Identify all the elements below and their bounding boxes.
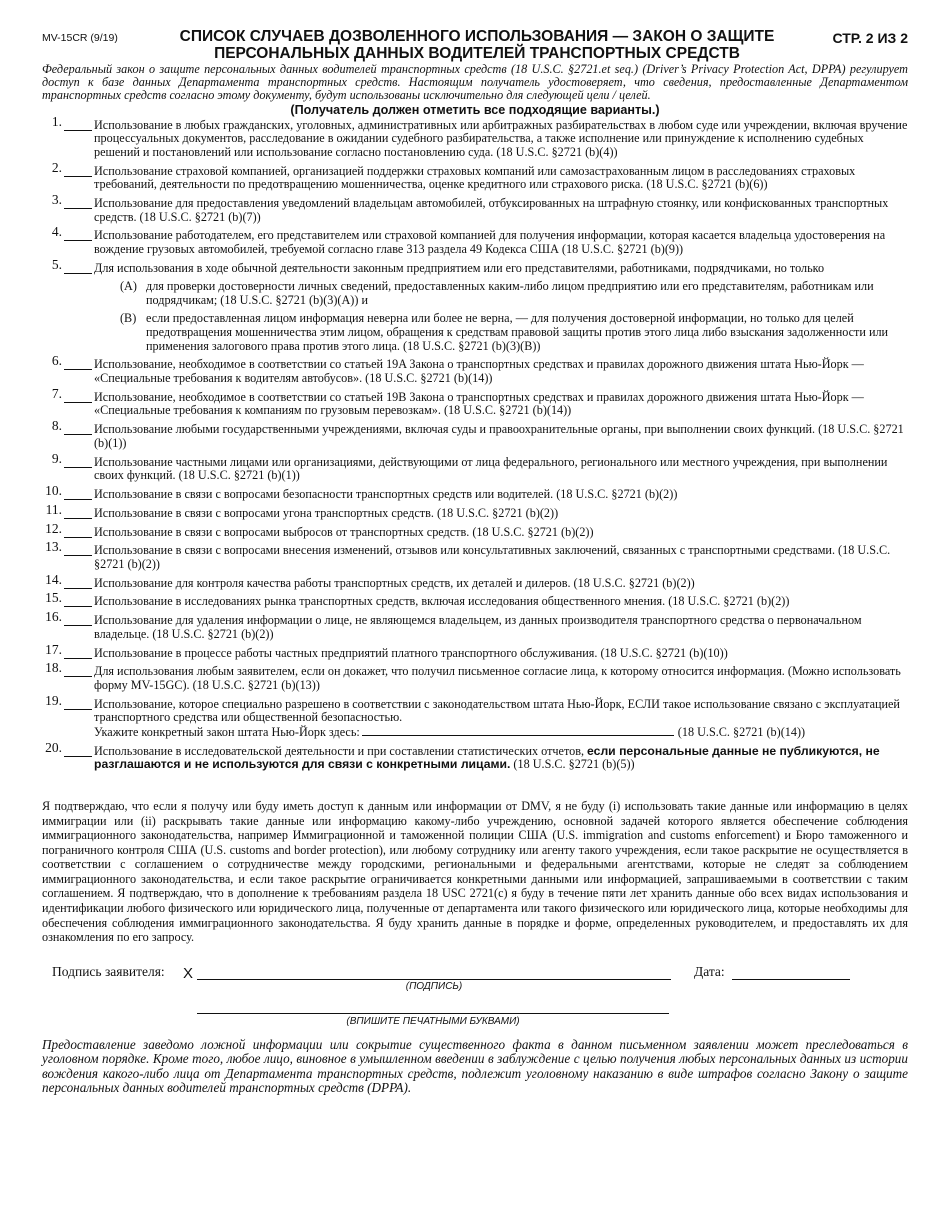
state-law-line [94,725,908,740]
use-item-2 [42,159,908,192]
item-text: Использование для удаления информации о лице, не являющемся владельцем, из данных производителя транспортного средства о первоначальном владельце. (18 U.S.C. §2721 (b)(2)) [94,613,862,641]
use-item-3 [42,191,908,224]
item-number: 14. [45,571,62,587]
item-number: 7. [51,385,62,401]
item-number: 20. [45,739,62,755]
item-text: Использование в исследовательской деятельности и при составлении статистических отчетов, [94,743,584,758]
item-checkbox-line[interactable] [42,501,94,521]
item-text: Использование, необходимое в соответствии со статьей 19B Закона о транспортных средствах и правилах дорожного движения штата Нью-Йорк — «Специальные требования к компаниям по грузовым перевозкам». (18 U.S.C. §2721 (b)(14)) [94,389,864,418]
sub-item-label: (A) [120,279,137,294]
use-item-19 [42,692,908,740]
permitted-uses-list [42,113,908,772]
item-number: 12. [45,520,62,536]
signature-line[interactable] [197,979,671,980]
item-checkbox-line[interactable] [42,590,94,609]
form-title: СПИСОК СЛУЧАЕВ ДОЗВОЛЕННОГО ИСПОЛЬЗОВАНИЯ — ЗАКОН О ЗАЩИТЕ ПЕРСОНАЛЬНЫХ ДАННЫХ ВОДИТЕЛЕЙ ТРАНСПОРТНЫХ СРЕДСТВ [179,28,775,62]
item-number: 16. [45,609,62,625]
item-number: 17. [45,641,62,657]
item-checkbox-line[interactable] [42,159,94,192]
signature-label: Подпись заявителя: [52,963,165,979]
item-checkbox-line[interactable] [42,418,94,450]
item-number: 1. [51,113,62,129]
item-checkbox-line[interactable] [42,482,94,502]
form-page [42,30,908,1095]
item-text: Использование в связи с вопросами выбросов от транспортных средств. (18 U.S.C. §2721 (b)(2)) [94,524,594,539]
state-law-input[interactable] [362,725,674,736]
item-ref: (18 U.S.C. §2721 (b)(5)) [513,757,635,772]
use-item-7 [42,385,908,418]
item-number: 10. [45,482,62,498]
date-label: Дата: [694,963,725,979]
printed-name-caption: (ВПИШИТЕ ПЕЧАТНЫМИ БУКВАМИ) [346,1015,520,1027]
item-text: Использование для предоставления уведомлений владельцам автомобилей, отбуксированных на штрафную стоянку, или конфискованных транспортных средств. (18 U.S.C. §2721 (b)(7)) [94,195,889,224]
use-item-12 [42,520,908,540]
item-number: 4. [51,224,62,240]
item-number: 6. [51,353,62,369]
form-id: MV-15CR (9/19) [42,32,118,44]
item-text: Использование, необходимое в соответствии со статьей 19A Закона о транспортных средствах и правилах дорожного движения штата Нью-Йорк — «Специальные требования к водителям автобусов». (18 U.S.C. §2721 (b)(14)) [94,357,864,386]
use-item-9 [42,450,908,483]
sub-item-text: если предоставленная лицом информация неверна или более не верна, — для получения достоверной информации, но только для целей предотвращения мошенничества этим лицом, обращения к средствам правовой защиты против этого лица либо взыскания задолженности или применения залогового права против этого лица. (18 U.S.C. §2721 (b)(3)(B)) [146,311,889,353]
item-bold-text: если персональные данные не публикуются, не разглашаются и не используются для связи с конкретными лицами. [94,743,880,772]
state-law-ref: (18 U.S.C. §2721 (b)(14)) [677,724,806,739]
use-item-10 [42,482,908,502]
item-checkbox-line[interactable] [42,191,94,224]
item-text: Использование в исследованиях рынка транспортных средств, включая исследования общественного мнения. (18 U.S.C. §2721 (b)(2)) [94,594,790,609]
item-number: 9. [51,450,62,466]
item-number: 11. [45,501,62,517]
state-law-label: Укажите конкретный закон штата Нью-Йорк здесь: [94,724,360,739]
item-checkbox-line[interactable] [42,450,94,483]
item-checkbox-line[interactable] [42,609,94,641]
item-number: 2. [51,159,62,175]
item-checkbox-line[interactable] [42,539,94,571]
item-number: 13. [45,539,62,555]
use-item-6 [42,353,908,386]
item-checkbox-line[interactable] [42,660,94,692]
legal-warning: Предоставление заведомо ложной информации или сокрытие существенного факта в данном письменном заявлении может преследоваться в уголовном порядке. Кроме того, любое лицо, виновное в умышленном введении в заблуждение с целью получения любых персональных данных из истории вождения какого-либо лица от Департамента транспортных средств, подлежит уголовному наказанию в виде штрафов согласно Закону о защите персональных данных водителей транспортных средств (DPPA). [42,1036,908,1096]
item-text: Для использования любым заявителем, если он докажет, что получил письменное согласие лица, к которому относится информация. (Можно использовать форму MV-15GC). (18 U.S.C. §2721 (b)(13)) [94,664,901,692]
item-number: 15. [45,590,62,606]
item-text: Использование, которое специально разрешено в соответствии с законодательством штата Нью-Йорк, ЕСЛИ такое использование связано с эксплуатацией транспортного средства или общественной безопасностью. [94,696,900,725]
item-number: 18. [45,660,62,676]
item-text: Использование для контроля качества работы транспортных средств, их деталей и дилеров. (18 U.S.C. §2721 (b)(2)) [94,575,695,590]
use-item-17 [42,641,908,661]
use-item-15 [42,590,908,609]
use-item-5 [42,256,908,354]
instruction-text: (Получатель должен отметить все подходящие варианты.) [290,102,660,117]
form-header [42,30,908,62]
item-text: Использование в процессе работы частных предприятий платного транспортного обслуживания. (18 U.S.C. §2721 (b)(10)) [94,645,728,660]
attestation-text: Я подтверждаю, что если я получу или буду иметь доступ к данным или информации от DMV, я не буду (i) использовать такие данные или информацию в целях иммиграции или (ii) раскрывать такие данные или информацию какому-либо учреждению, основной задачей которого является обеспечение соблюдения иммиграционного законодательства, например Иммиграционной и таможенной полиции США (U.S. immigration and customs enforcement) и Бюро таможенного и пограничного контроля США (U.S. customs and border protection), или любому сотруднику или агенту такого учреждения, если такое раскрытие не осуществляется в соответствии с соглашением о сотрудничестве между городскими, региональными и федеральными агентствами, которые не следят за соблюдением иммиграционного законодательства, и если такое раскрытие ограничивается конкретными данными или информацией, запрашиваемыми в соответствии с таким соглашением. Я подтверждаю, что в дополнение к требованиям раздела 18 USC 2721(c) я буду в течение пяти лет хранить данные обо всех видах использования и идентификации любого физического или юридического лица, полученные от департамента или такого физического или юридического лица, которые необходимы для обеспечения соблюдения иммиграционного законодательства. Я буду хранить данные в порядке и форме, определенных руководителем, и предоставлять их для ознакомления по его запросу. [42,798,908,945]
item-checkbox-line[interactable] [42,256,94,354]
signature-x-mark: X [183,964,194,982]
page-number: СТР. 2 ИЗ 2 [832,30,908,46]
item-text: Использование страховой компанией, организацией поддержки страховых компаний или самозастрахованным лицом в расследованиях страховых требований, деятельности по предотвращению мошенничества, оценке кредитного или страхового риска. (18 U.S.C. §2721 (b)(6)) [94,163,856,192]
item-text: Использование в связи с вопросами угона транспортных средств. (18 U.S.C. §2721 (b)(2)) [94,505,559,520]
item-checkbox-line[interactable] [42,353,94,385]
item-text: Использование в любых гражданских, уголовных, административных или арбитражных разбирательствах в любом суде или учреждении, включая вручение процессуальных документов, расследование в ожидании судебного разбирательства, а также исполнение или принуждение к исполнению судебных решений и постановлений или использование согласно постановлению суда. (18 U.S.C. §2721 (b)(4)) [94,117,908,159]
item-text: Использование в связи с вопросами безопасности транспортных средств или водителей. (18 U.S.C. §2721 (b)(2)) [94,486,678,501]
item-checkbox-line[interactable] [42,739,94,772]
use-item-8 [42,418,908,450]
date-line[interactable] [732,979,850,980]
signature-caption: (ПОДПИСЬ) [405,980,463,992]
use-item-11 [42,501,908,521]
item-text: Использование в связи с вопросами внесения изменений, отзывов или консультативных заключений, связанных с транспортными средствами. (18 U.S.C. §2721 (b)(2)) [94,543,891,571]
item-checkbox-line[interactable] [42,113,94,160]
item-number: 3. [51,191,62,207]
intro-text: Федеральный закон о защите персональных данных водителей транспортных средств (18 U.S.C. §2721.et seq.) (Driver’s Privacy Protection Act, DPPA) регулирует доступ к базе данных Департамента транспортных средств. Настоящим получатель удостоверяет, что сведения, предоставленные Департаментом транспортных средств согласно этому документу, будут использованы исключительно для следующей цели / целей. [42,62,908,103]
item-checkbox-line[interactable] [42,692,94,740]
use-item-20 [42,739,908,772]
item-number: 5. [51,256,62,272]
use-item-14 [42,571,908,591]
use-item-18 [42,660,908,692]
use-item-1 [42,113,908,160]
sub-item-text: для проверки достоверности личных сведений, предоставленных каким-либо лицом предприятию или его представителям, работникам или подрядчикам; (18 U.S.C. §2721 (b)(3)(A)) и [146,279,874,307]
item-checkbox-line[interactable] [42,224,94,256]
sub-item-b [120,312,908,353]
item-text: Использование любыми государственными учреждениями, включая суды и правоохранительные органы, при выполнении своих функций. (18 U.S.C. §2721 (b)(1)) [94,422,904,450]
item-checkbox-line[interactable] [42,520,94,540]
sub-item-label: (B) [120,311,137,326]
item-text: Для использования в ходе обычной деятельности законным предприятием или его представителями, работниками, подрядчиками, но только [94,260,825,275]
item-text: Использование работодателем, его представителем или страховой компанией для получения информации, которая касается владельца удостоверения на вождение грузовых автомобилей, требуемой согласно главе 313 раздела 49 Кодекса США (18 U.S.C. §2721 (b)(9)) [94,228,886,256]
use-item-13 [42,539,908,571]
use-item-16 [42,609,908,641]
item-checkbox-line[interactable] [42,385,94,418]
item-number: 8. [51,418,62,434]
signature-block [42,961,908,1031]
use-item-4 [42,224,908,256]
item-number: 19. [45,692,62,708]
printed-name-line[interactable] [197,1013,669,1014]
item-text: Использование частными лицами или организациями, действующими от лица федерального, регионального или местного учреждения, при выполнении своих функций. (18 U.S.C. §2721 (b)(1)) [94,454,888,483]
sub-item-a [120,280,908,307]
item-checkbox-line[interactable] [42,571,94,591]
item-checkbox-line[interactable] [42,641,94,661]
